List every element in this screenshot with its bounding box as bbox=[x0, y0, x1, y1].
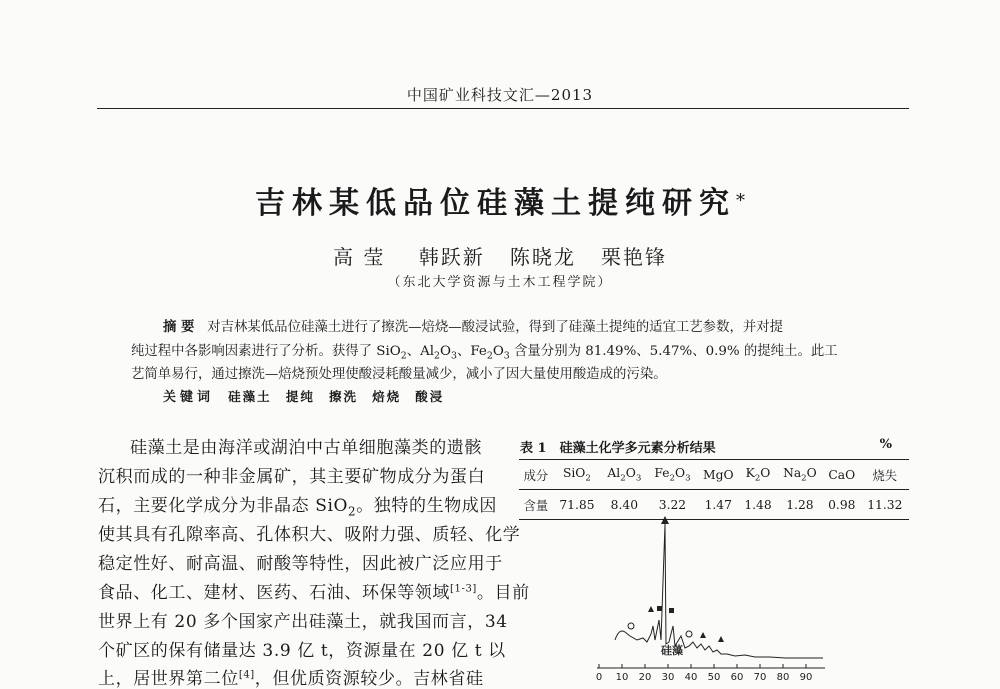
table-row-header: 成分 bbox=[519, 460, 553, 490]
table-cell: 71.85 bbox=[553, 490, 601, 520]
abstract-text-2b: 、Al bbox=[406, 344, 435, 359]
author-1: 高 莹 bbox=[333, 245, 386, 269]
body-text-3b: 。独特的生物成因 bbox=[356, 496, 498, 516]
table-col-header: $Al_2O_3$ bbox=[601, 460, 648, 490]
keyword: 提纯 bbox=[285, 389, 315, 404]
abstract-line-3: 艺简单易行，通过擦洗—焙烧预处理使酸浸耗酸量减少，减小了因大量使用酸造成的污染。 bbox=[131, 367, 667, 382]
peak-marker-icon bbox=[718, 636, 724, 642]
x-tick-label: 40 bbox=[684, 672, 698, 682]
abstract-sub: 3 bbox=[451, 350, 457, 362]
citation: [4] bbox=[238, 669, 255, 681]
x-tick-label: 30 bbox=[661, 672, 675, 682]
body-text-6a: 食品、化工、建材、医药、石油、环保等领域 bbox=[98, 583, 450, 603]
author-3: 陈晓龙 bbox=[509, 245, 576, 269]
abstract-label: 摘 要 bbox=[163, 319, 195, 335]
body-line-6 bbox=[98, 578, 530, 603]
abstract-line-2 bbox=[131, 340, 881, 362]
body-line-2: 沉积而成的一种非金属矿，其主要矿物成分为蛋白 bbox=[98, 467, 486, 487]
table-cell: 8.40 bbox=[601, 490, 648, 520]
body-line-4: 使其具有孔隙率高、孔体积大、吸附力强、质轻、化学 bbox=[98, 525, 521, 545]
table-cell: 1.28 bbox=[777, 490, 823, 520]
abstract-sub: 2 bbox=[400, 350, 407, 362]
xrd-curve bbox=[615, 524, 823, 658]
peak-marker-icon bbox=[700, 632, 706, 638]
peak-marker-icon bbox=[686, 631, 692, 637]
body-line-7: 世界上有 20 多个国家产出硅藻土，就我国而言，34 bbox=[98, 612, 508, 632]
abstract-line-1 bbox=[163, 316, 913, 335]
table-col-header: $Na_2O$ bbox=[777, 460, 823, 490]
abstract-sub: 2 bbox=[486, 350, 493, 362]
table-col-header: MgO bbox=[697, 460, 739, 490]
peak-marker-icon bbox=[657, 606, 662, 611]
table-row-header: 含量 bbox=[519, 490, 553, 520]
table-col-header: 烧失 bbox=[861, 460, 909, 490]
affiliation: （东北大学资源与土木工程学院） bbox=[387, 275, 613, 290]
abstract-sub: 2 bbox=[434, 350, 441, 362]
abstract-text-2e: O bbox=[492, 344, 504, 359]
x-tick-label: 0 bbox=[595, 672, 603, 682]
keywords-label: 关键词 bbox=[163, 390, 215, 405]
x-tick-label: 80 bbox=[776, 672, 790, 682]
xrd-pattern-figure bbox=[585, 516, 835, 682]
running-header: 中国矿业科技文汇—2013 bbox=[406, 86, 594, 104]
body-text-3a: 石，主要化学成分为非晶态 SiO bbox=[98, 496, 349, 516]
table-cell: 3.22 bbox=[648, 490, 698, 520]
table-col-header: $Fe_2O_3$ bbox=[648, 460, 698, 490]
paper-title: 吉林某低品位硅藻土提纯研究 bbox=[255, 186, 736, 221]
author-2: 韩跃新 bbox=[418, 245, 485, 269]
x-tick-label: 60 bbox=[730, 672, 744, 682]
table-col-header: $K_2O$ bbox=[739, 460, 777, 490]
abstract-text-2f: 含量分别为 81.49%、5.47%、0.9% 的提纯土。此工 bbox=[509, 344, 838, 359]
title-footnote-mark: * bbox=[736, 190, 745, 212]
table-cell: 0.98 bbox=[823, 490, 861, 520]
peak-marker-icon bbox=[669, 608, 674, 613]
table-col-header: CaO bbox=[823, 460, 861, 490]
table-title: 表 1 硅藻土化学多元素分析结果 bbox=[520, 441, 716, 456]
x-tick-label: 50 bbox=[707, 672, 721, 682]
x-tick-label: 10 bbox=[615, 672, 629, 682]
x-tick-label: 20 bbox=[638, 672, 652, 682]
chemical-analysis-table bbox=[519, 459, 909, 520]
body-line-9 bbox=[98, 664, 508, 689]
author-list bbox=[0, 241, 1000, 270]
abstract-text-2a: 纯过程中各影响因素进行了分析。获得了 SiO bbox=[131, 344, 401, 359]
paper-title-row bbox=[0, 178, 1000, 222]
x-tick-label: 70 bbox=[753, 672, 767, 682]
abstract-sub: 3 bbox=[503, 350, 510, 362]
peak-marker-icon bbox=[648, 606, 654, 612]
table-cell: 11.32 bbox=[861, 490, 909, 520]
body-text-6b: 。目前 bbox=[476, 583, 530, 603]
header-rule bbox=[97, 108, 909, 109]
table-caption bbox=[520, 437, 910, 456]
body-text-9a: 上，居世界第二位 bbox=[98, 669, 239, 689]
keyword: 焙烧 bbox=[372, 389, 402, 404]
keywords-line bbox=[163, 386, 444, 405]
keyword: 硅藻土 bbox=[228, 389, 272, 404]
abstract-text-2c: O bbox=[440, 344, 451, 359]
table-col-header: SiO$_2$ bbox=[553, 460, 601, 490]
peak-marker-icon bbox=[628, 623, 634, 629]
abstract-text-2d: 、Fe bbox=[456, 344, 487, 359]
table-cell: 1.47 bbox=[697, 490, 739, 520]
body-text-9b: ，但优质资源较少。吉林省硅 bbox=[254, 669, 484, 689]
body-line-8: 个矿区的保有储量达 3.9 亿 t，资源量在 20 亿 t 以 bbox=[98, 641, 506, 661]
body-line-3 bbox=[98, 491, 508, 518]
table-value-row bbox=[519, 490, 909, 520]
citation: [1-3] bbox=[450, 583, 477, 595]
body-sub: 2 bbox=[348, 504, 357, 519]
peak-marker-icon bbox=[661, 516, 669, 524]
curve-label: 硅藻 bbox=[661, 644, 683, 657]
abstract-text-1: 对吉林某低品位硅藻土进行了擦洗—焙烧—酸浸试验，得到了硅藻土提纯的适宜工艺参数，并对提 bbox=[207, 320, 784, 335]
author-4: 栗艳锋 bbox=[600, 245, 667, 269]
table-unit: % bbox=[879, 437, 892, 452]
keyword: 酸浸 bbox=[415, 389, 445, 404]
keyword: 擦洗 bbox=[328, 389, 358, 404]
body-line-5: 稳定性好、耐高温、耐酸等特性，因此被广泛应用于 bbox=[98, 554, 503, 574]
x-tick-label: 90 bbox=[799, 672, 813, 682]
body-line-1: 硅藻土是由海洋或湖泊中古单细胞藻类的遗骸 bbox=[130, 438, 482, 458]
table-header-row bbox=[519, 460, 909, 490]
table-cell: 1.48 bbox=[739, 490, 777, 520]
